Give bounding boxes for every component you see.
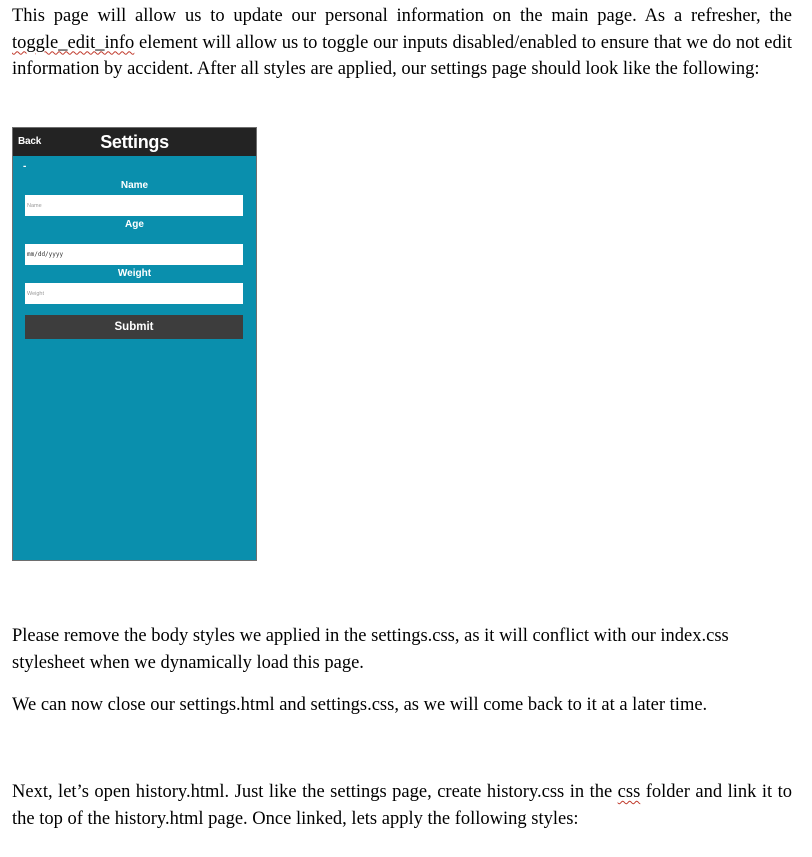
mockup-settings-title: Settings (100, 132, 169, 152)
mockup-age-label: Age (125, 219, 144, 230)
mockup-age-input: mm/dd/yyyy (25, 244, 243, 265)
css-folder-term: css (617, 782, 641, 802)
mockup-back-button: Back (18, 136, 42, 147)
mockup-toggle-edit-info: - (23, 161, 27, 172)
mockup-name-input: Name (25, 195, 243, 216)
intro-text-1: This page will allow us to update our personal information on the main page. As a refresher, the (12, 6, 792, 26)
history-text-2: folder and link it to the top of the history.html page. Once linked, lets apply the following styles: (12, 782, 792, 829)
mockup-header-bar (13, 128, 256, 156)
toggle-edit-info-term: toggle_edit_info (12, 32, 135, 53)
mockup-name-label: Name (120, 180, 149, 191)
mockup-weight-label: Weight (117, 268, 152, 279)
intro-paragraph (12, 3, 792, 83)
close-files-paragraph: We can now close our settings.html and settings.css, as we will come back to it at a later time. (12, 695, 708, 715)
mockup-weight-input: Weight (25, 283, 243, 304)
settings-page-mockup (12, 127, 257, 561)
intro-text-2: element will allow us to toggle our inputs disabled/enabled to ensure that we do not edit information by accident. After all styles are applied, our settings page should look like the following: (12, 32, 792, 79)
history-paragraph (12, 779, 792, 832)
history-text-1: Next, let’s open history.html. Just like the settings page, create history.css in the (12, 782, 618, 802)
mockup-submit-button: Submit (25, 315, 243, 339)
remove-body-styles-paragraph: Please remove the body styles we applied in the settings.css, as it will conflict with our index.css stylesheet when we dynamically load this page. (12, 626, 729, 673)
